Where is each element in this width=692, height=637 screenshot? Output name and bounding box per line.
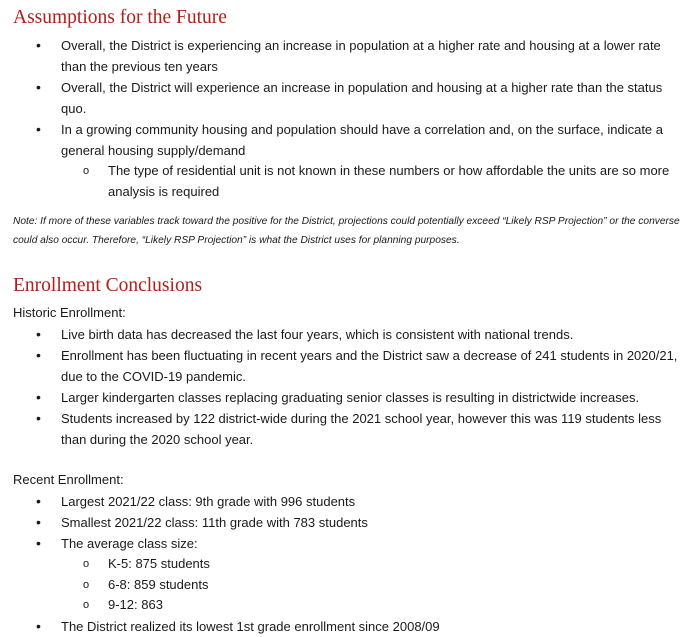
list-item-text: Enrollment has been fluctuating in recent years and the District saw a decrease of 241 students in 2020/21, due to the COVID-19 pandemic. (61, 348, 678, 384)
list-item (0, 119, 692, 202)
sub-list-item (60, 554, 686, 575)
bullet-icon: • (36, 326, 41, 342)
enrollment-heading: Enrollment Conclusions (13, 275, 203, 296)
bullet-icon: • (36, 514, 41, 530)
assumptions-heading: Assumptions for the Future (13, 7, 227, 28)
bullet-icon: • (36, 389, 41, 405)
list-item (0, 512, 692, 533)
list-item (0, 387, 692, 408)
circle-bullet-icon: o (83, 165, 90, 177)
assumptions-list (0, 35, 692, 202)
sub-list-item-text: The type of residential unit is not known in these numbers or how affordable the units are so more analysis is required (108, 163, 670, 199)
sub-list-item (60, 575, 686, 596)
sub-list-item (60, 161, 686, 202)
list-item (0, 616, 692, 637)
list-item (0, 345, 692, 387)
bullet-icon: • (36, 79, 41, 95)
circle-bullet-icon: o (83, 558, 90, 570)
list-item (0, 77, 692, 119)
list-item-text: Overall, the District is experiencing an increase in population at a higher rate and housing at a lower rate than the previous ten years (61, 38, 661, 74)
planning-note: Note: If more of these variables track toward the positive for the District, projections could potentially exceed “Likely RSP Projection” or the converse could also occur. Therefore, “Likely RSP Projection” is what the District uses for planning purposes. (13, 216, 680, 246)
bullet-icon: • (36, 410, 41, 426)
bullet-icon: • (36, 121, 41, 137)
historic-enrollment-label: Historic Enrollment: (13, 305, 126, 320)
bullet-icon: • (36, 347, 41, 363)
recent-enrollment-label: Recent Enrollment: (13, 472, 124, 487)
recent-enrollment-list (0, 491, 692, 637)
list-item-text: In a growing community housing and population should have a correlation and, on the surface, indicate a general housing supply/demand (61, 122, 663, 158)
circle-bullet-icon: o (83, 599, 90, 611)
list-item (0, 324, 692, 345)
historic-enrollment-list (0, 324, 692, 450)
sub-list-item (60, 595, 686, 616)
list-item (0, 491, 692, 512)
bullet-icon: • (36, 37, 41, 53)
list-item-text: Overall, the District will experience an increase in population and housing at a higher rate than the status quo. (61, 80, 663, 116)
list-item (0, 35, 692, 77)
list-item-text: The District realized its lowest 1st grade enrollment since 2008/09 (61, 618, 440, 634)
class-size-list (61, 554, 686, 616)
list-item (0, 533, 692, 616)
sub-list-item-text: 6-8: 859 students (108, 576, 209, 592)
sub-list (61, 161, 686, 202)
bullet-icon: • (36, 617, 41, 634)
bullet-icon: • (36, 535, 41, 551)
sub-list-item-text: 9-12: 863 (108, 597, 163, 612)
list-item-text: Larger kindergarten classes replacing graduating senior classes is resulting in districtwide increases. (61, 390, 640, 405)
list-item-text: Smallest 2021/22 class: 11th grade with 783 students (61, 515, 368, 530)
list-item (0, 408, 692, 450)
bullet-icon: • (36, 493, 41, 509)
list-item-text: Live birth data has decreased the last four years, which is consistent with national trends. (61, 327, 574, 342)
list-item-text: Largest 2021/22 class: 9th grade with 996 students (61, 494, 356, 509)
list-item-text: Students increased by 122 district-wide during the 2021 school year, however this was 119 students less than during the 2020 school year. (61, 411, 662, 447)
sub-list-item-text: K-5: 875 students (108, 556, 210, 571)
circle-bullet-icon: o (83, 578, 90, 591)
list-item-text: The average class size: (61, 536, 198, 551)
